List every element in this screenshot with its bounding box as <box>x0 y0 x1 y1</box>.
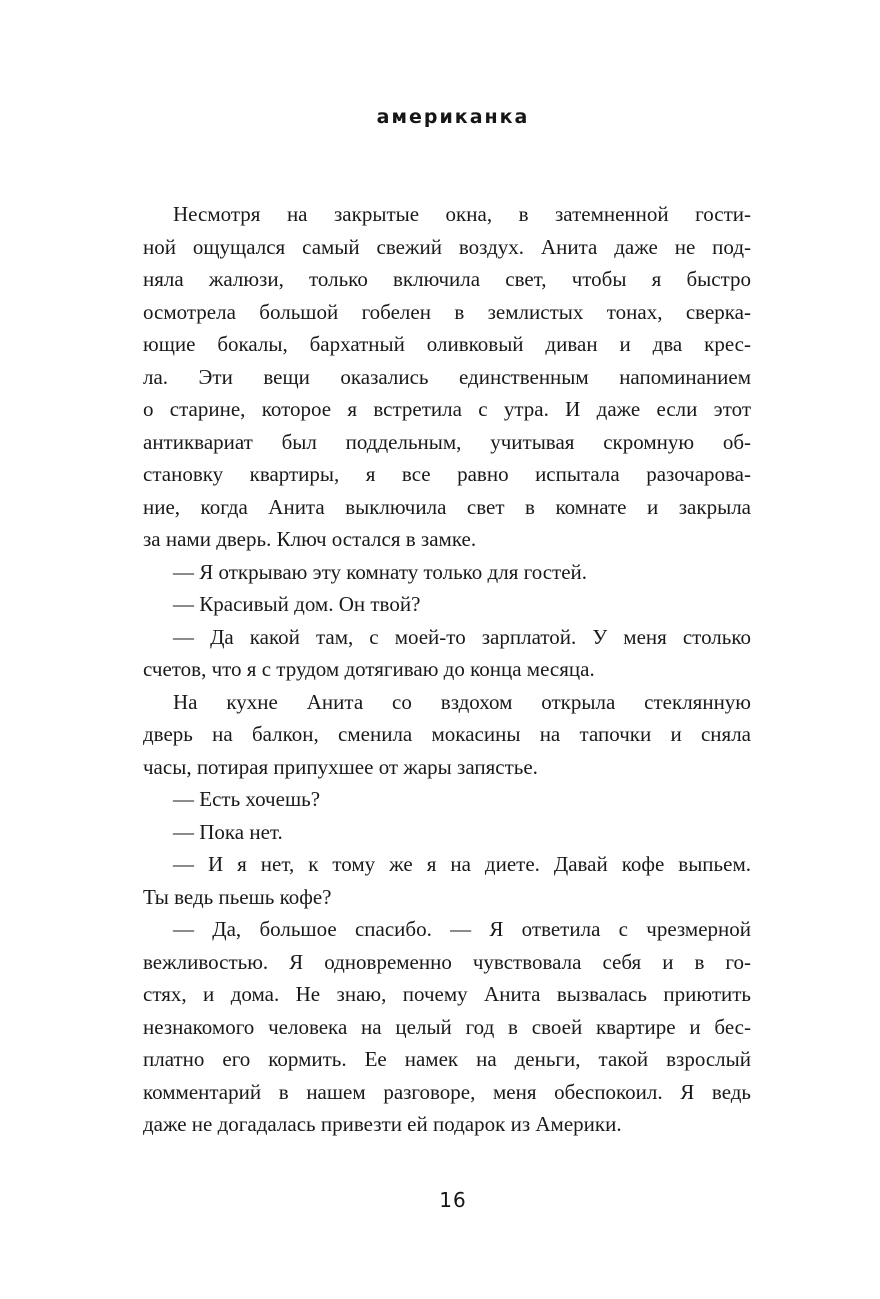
running-head: американка <box>376 106 530 128</box>
paragraph <box>143 848 751 913</box>
text-line: платно его кормить. Ее намек на деньги, такой взрослый <box>143 1047 751 1071</box>
text-line: Ты ведь пьешь кофе? <box>143 884 332 909</box>
text-line: — Пока нет. <box>173 819 283 844</box>
text-line: за нами дверь. Ключ остался в замке. <box>143 527 477 551</box>
text-block <box>143 198 751 1141</box>
text-line: вежливостью. Я одновременно чувствовала себя и в го- <box>143 949 751 974</box>
text-line: незнакомого человека на целый год в своей квартире и бес- <box>143 1014 751 1039</box>
text-line: — Да, большое спасибо. — Я ответила с чрезмерной <box>173 917 751 941</box>
paragraph <box>143 556 751 589</box>
text-line: становку квартиры, я все равно испытала разочарова- <box>143 462 751 486</box>
paragraph <box>143 588 751 621</box>
paragraph <box>143 783 751 816</box>
text-line: дверь на балкон, сменила мокасины на тапочки и сняла <box>143 722 751 746</box>
text-line: няла жалюзи, только включила свет, чтобы я быстро <box>143 267 751 291</box>
text-line: часы, потирая припухшее от жары запястье. <box>143 754 538 779</box>
text-line: осмотрела большой гобелен в землистых тонах, сверка- <box>143 299 751 324</box>
text-line: Несмотря на закрытые окна, в затемненной гости- <box>173 202 751 226</box>
paragraph <box>143 913 751 1141</box>
page-number: 16 <box>439 1188 467 1212</box>
paragraph <box>143 621 751 686</box>
text-line: ние, когда Анита выключила свет в комнате и закрыла <box>143 494 751 519</box>
text-line: ной ощущался самый свежий воздух. Анита даже не под- <box>143 234 751 259</box>
text-line: антиквариат был поддельным, учитывая скромную об- <box>143 429 751 454</box>
text-line: ющие бокалы, бархатный оливковый диван и два крес- <box>143 332 751 356</box>
text-line: даже не догадалась привезти ей подарок из Америки. <box>143 1112 622 1136</box>
text-line: На кухне Анита со вздохом открыла стеклянную <box>173 689 751 714</box>
paragraph <box>143 686 751 784</box>
text-line: — Красивый дом. Он твой? <box>173 592 421 616</box>
text-line: о старине, которое я встретила с утра. И даже если этот <box>143 397 751 421</box>
text-line: стях, и дома. Не знаю, почему Анита вызвалась приютить <box>143 982 751 1006</box>
paragraph <box>143 816 751 849</box>
text-line: комментарий в нашем разговоре, меня обеспокоил. Я ведь <box>143 1079 751 1104</box>
text-line: ла. Эти вещи оказались единственным напоминанием <box>143 364 751 389</box>
text-line: счетов, что я с трудом дотягиваю до конца месяца. <box>143 657 595 681</box>
text-line: — Да какой там, с моей-то зарплатой. У меня столько <box>173 624 751 649</box>
paragraph <box>143 198 751 556</box>
text-line: — И я нет, к тому же я на диете. Давай кофе выпьем. <box>173 852 751 876</box>
text-line: — Есть хочешь? <box>173 787 321 811</box>
text-line: — Я открываю эту комнату только для гостей. <box>173 559 588 584</box>
